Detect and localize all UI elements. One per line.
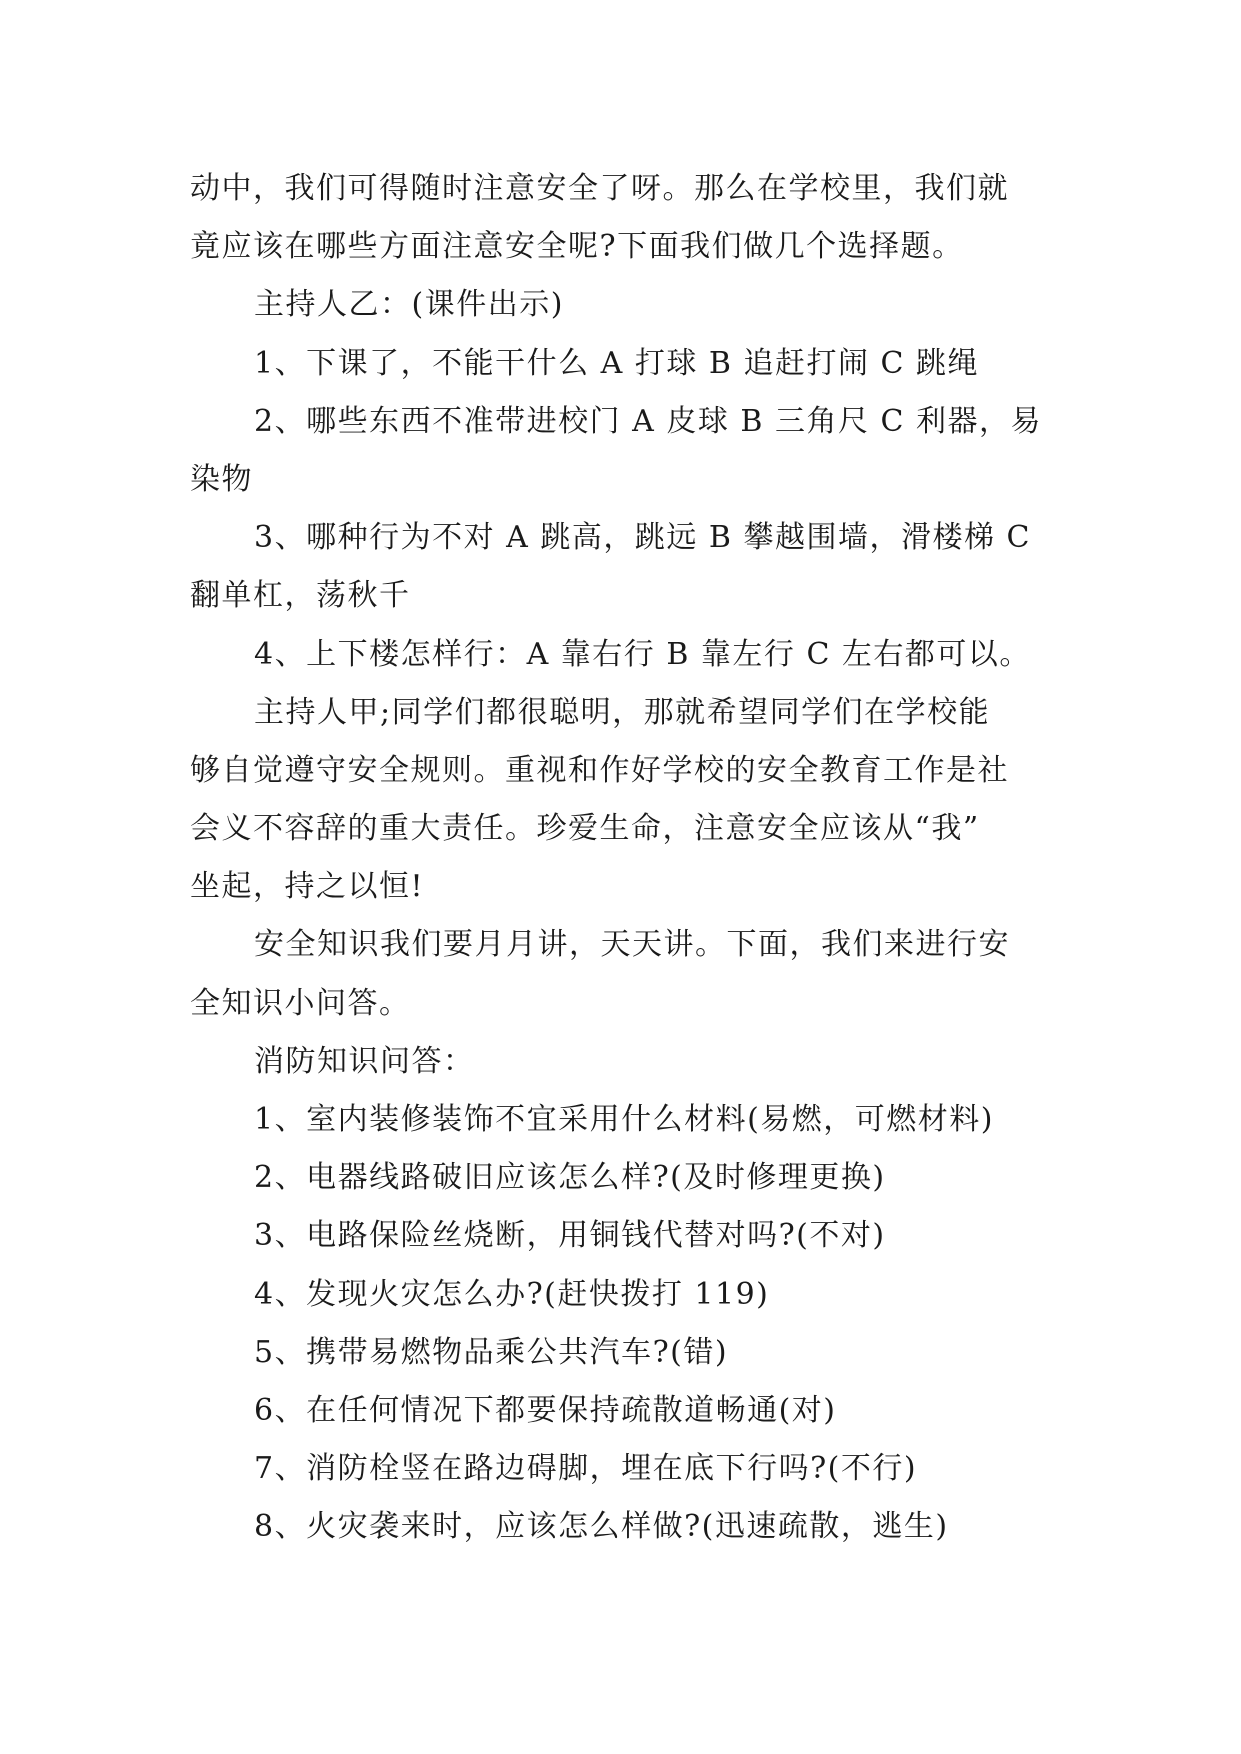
quiz-question-1: 1、下课了，不能干什么 A 打球 B 追赶打闹 C 跳绳 [254, 345, 979, 381]
quiz-question-3-continued: 翻单杠，荡秋千 [190, 578, 411, 614]
quiz-question-4: 4、上下楼怎样行：A 靠右行 B 靠左行 C 左右都可以。 [254, 636, 1031, 672]
quiz-question-2: 2、哪些东西不准带进校门 A 皮球 B 三角尺 C 利器，易 [254, 403, 1042, 439]
fire-quiz-heading: 消防知识问答： [254, 1043, 475, 1079]
body-text-line: 够自觉遵守安全规则。重视和作好学校的安全教育工作是社 [190, 752, 1009, 788]
body-text-line: 坐起，持之以恒! [190, 869, 425, 905]
fire-quiz-item-3: 3、电路保险丝烧断，用铜钱代替对吗?(不对) [254, 1218, 886, 1254]
quiz-question-3: 3、哪种行为不对 A 跳高，跳远 B 攀越围墙，滑楼梯 C [254, 520, 1031, 556]
host-a-paragraph: 主持人甲;同学们都很聪明，那就希望同学们在学校能 [254, 694, 991, 730]
safety-knowledge-paragraph: 安全知识我们要月月讲，天天讲。下面，我们来进行安 [254, 927, 1010, 963]
fire-quiz-item-1: 1、室内装修装饰不宜采用什么材料(易燃，可燃材料) [254, 1102, 994, 1137]
body-text-line: 动中，我们可得随时注意安全了呀。那么在学校里，我们就 [190, 171, 1009, 206]
fire-quiz-item-5: 5、携带易燃物品乘公共汽车?(错) [254, 1334, 729, 1370]
quiz-question-2-continued: 染物 [190, 461, 253, 497]
fire-quiz-item-4: 4、发现火灾怎么办?(赶快拨打 119) [254, 1276, 770, 1312]
fire-quiz-item-2: 2、电器线路破旧应该怎么样?(及时修理更换) [254, 1160, 886, 1196]
fire-quiz-item-8: 8、火灾袭来时，应该怎么样做?(迅速疏散，逃生) [254, 1509, 949, 1545]
document-page [190, 160, 1060, 1557]
host-b-heading: 主持人乙：(课件出示) [254, 287, 564, 323]
body-text-line: 会义不容辞的重大责任。珍爱生命，注意安全应该从“我” [190, 811, 980, 847]
body-text-line: 全知识小问答。 [190, 985, 411, 1021]
fire-quiz-item-7: 7、消防栓竖在路边碍脚，埋在底下行吗?(不行) [254, 1451, 918, 1487]
fire-quiz-item-6: 6、在任何情况下都要保持疏散道畅通(对) [254, 1392, 837, 1428]
body-text-line: 竟应该在哪些方面注意安全呢?下面我们做几个选择题。 [190, 229, 964, 265]
